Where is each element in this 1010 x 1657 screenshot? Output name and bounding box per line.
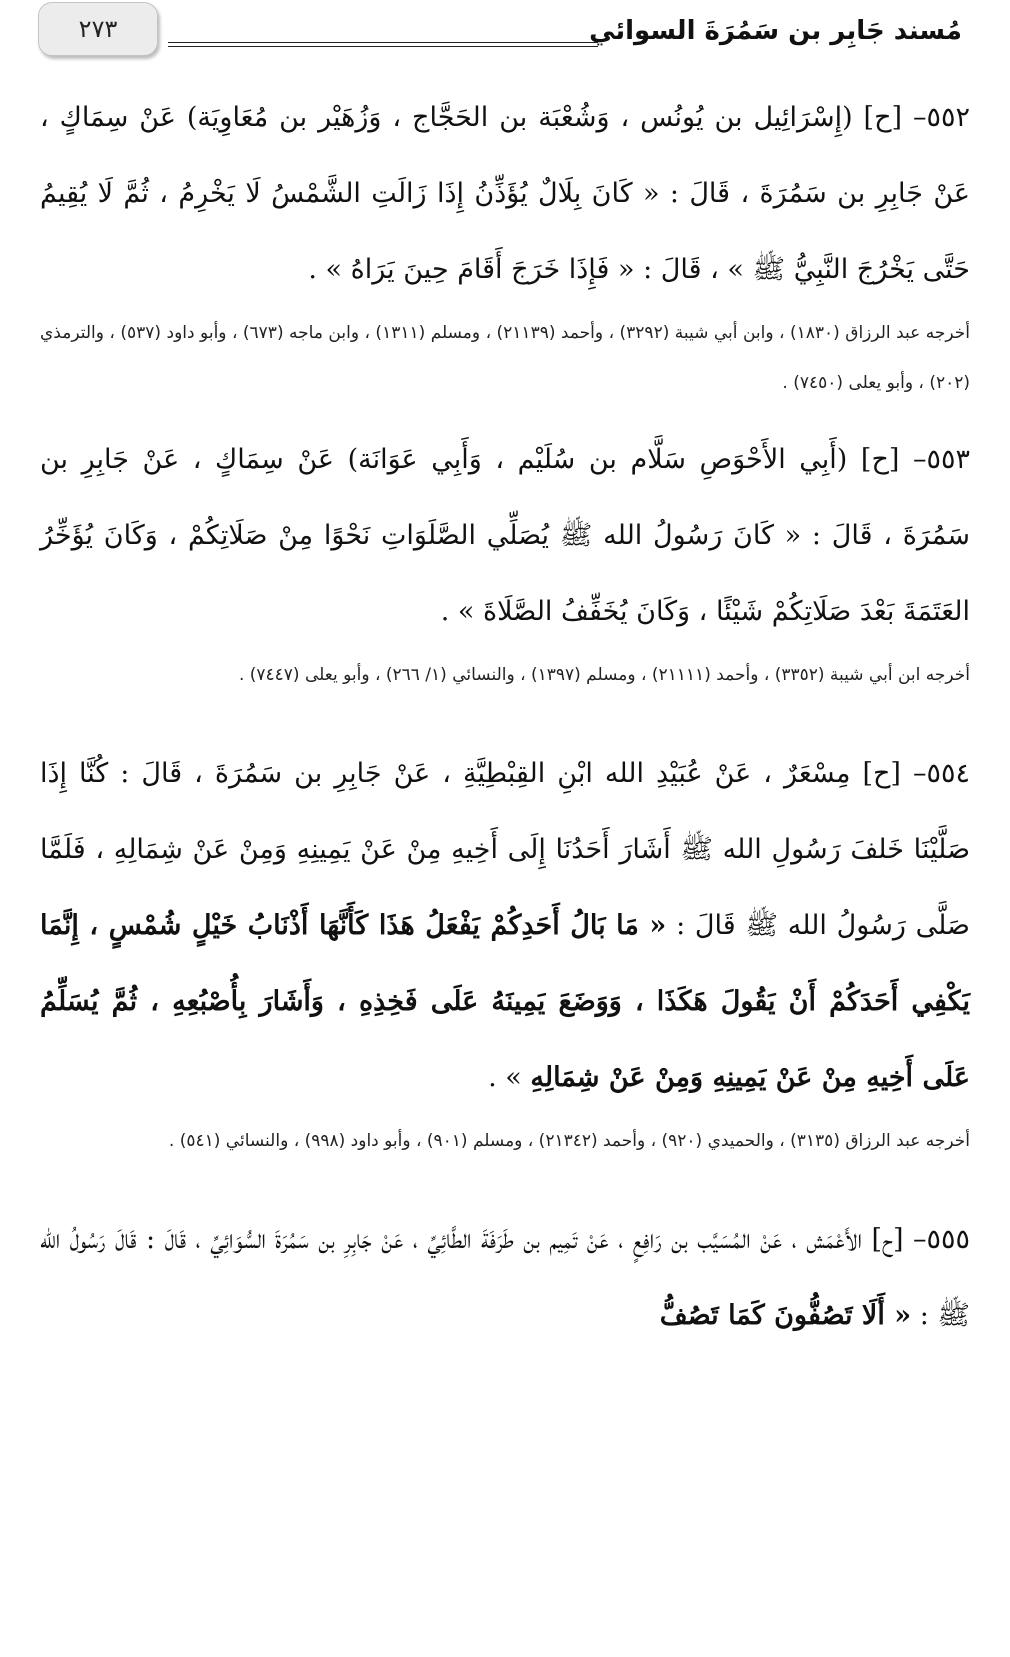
page-content <box>40 80 970 1354</box>
hadith-text: – [ح] (أَبِي الأَحْوَصِ سَلَّام بن سُلَيْم ، وَأَبِي عَوَانَة) عَنْ سِمَاكٍ ، عَنْ جَابِرِ بن سَمُرَةَ ، قَالَ : « كَانَ رَسُولُ الله ﷺ يُصَلِّي الصَّلَوَاتِ نَحْوًا مِنْ صَلَاتِكُمْ ، وَكَانَ يُؤَخِّرُ العَتَمَةَ بَعْدَ صَلَاتِكُمْ شَيْئًا ، وَكَانَ يُخَفِّفُ الصَّلَاةَ » . <box>40 444 970 627</box>
spacer <box>40 1180 970 1202</box>
hadith-number: ٥٥٣ <box>926 444 970 475</box>
hadith-quote-bold: « أَلَا تَصُفُّونَ كَمَا تَصُفُّ <box>659 1300 912 1331</box>
takhrij-554: أخرجه عبد الرزاق (٣١٣٥) ، والحميدي (٩٢٠) ، وأحمد (٢١٣٤٢) ، ومسلم (٩٠١) ، وأبو داود (٩٩٨) ، والنسائي (٥٤١) . <box>168 1131 970 1151</box>
hadith-number: ٥٥٤ <box>926 758 970 789</box>
hadith-555 <box>40 1202 970 1354</box>
hadith-number: ٥٥٥ <box>926 1224 970 1255</box>
spacer <box>40 714 970 736</box>
hadith-quote-bold: « مَا بَالُ أَحَدِكُمْ يَفْعَلُ هَذَا كَأَنَّهَا أَذْنَابُ خَيْلٍ شُمْسٍ ، إِنَّمَا يَكْفِي أَحَدَكُمْ أَنْ يَقُولَ هَكَذَا ، وَوَضَعَ يَمِينَهُ عَلَى فَخِذِهِ ، وَأَشَارَ بِأُصْبُعِهِ ، ثُمَّ يُسَلِّمُ عَلَى أَخِيهِ مِنْ عَنْ يَمِينِهِ وَمِنْ عَنْ شِمَالِهِ <box>40 910 970 1093</box>
takhrij-553: أخرجه ابن أبي شيبة (٣٣٥٢) ، وأحمد (٢١١١١) ، ومسلم (١٣٩٧) ، والنسائي (١/ ٢٦٦) ، وأبو يعلى (٧٤٤٧) . <box>238 665 970 685</box>
takhrij-552: أخرجه عبد الرزاق (١٨٣٠) ، وابن أبي شيبة (٣٢٩٢) ، وأحمد (٢١١٣٩) ، ومسلم (١٣١١) ، وابن ماجه (٦٧٣) ، وأبو داود (٥٣٧) ، والترمذي (٢٠٢) ، وأبو يعلى (٧٤٥٠) . <box>40 323 971 393</box>
hadith-text: – [ح] (إِسْرَائِيل بن يُونُس ، وَشُعْبَة بن الحَجَّاج ، وَزُهَيْر بن مُعَاوِيَة) عَنْ سِمَاكٍ ، عَنْ جَابِرِ بن سَمُرَةَ ، قَالَ : « كَانَ بِلَالٌ يُؤَذِّنُ إِذَا زَالَتِ الشَّمْسُ لَا يَخْرِمُ ، ثُمَّ لَا يُقِيمُ حَتَّى يَخْرُجَ النَّبِيُّ ﷺ » ، قَالَ : « فَإِذَا خَرَجَ أَقَامَ حِينَ يَرَاهُ » . <box>40 102 970 285</box>
hadith-554 <box>40 736 970 1116</box>
page-number: ٢٧٣ <box>38 2 158 56</box>
hadith-number: ٥٥٢ <box>926 102 970 133</box>
header-rule <box>168 42 598 47</box>
hadith-text: – [ح] الأَعْمَش ، عَنْ المُسَيَّب بن رَافِعٍ ، عَنْ تَمِيم بن طَرَفَةَ الطَّائِيِّ ، عَنْ جَابِرِ بن سَمُرَةَ السُّوَائِيِّ ، قَالَ : قَالَ رَسُولُ الله ﷺ : <box>40 1224 970 1331</box>
hadith-552 <box>40 80 970 308</box>
page-header <box>0 0 1010 70</box>
hadith-text: – [ح] مِسْعَرٌ ، عَنْ عُبَيْدِ الله ابْنِ القِبْطِيَّةِ ، عَنْ جَابِرِ بن سَمُرَةَ ، قَالَ : كُنَّا إِذَا صَلَّيْنَا خَلفَ رَسُولِ الله ﷺ أَشَارَ أَحَدُنَا إِلَى أَخِيهِ مِنْ عَنْ يَمِينِهِ وَمِنْ عَنْ شِمَالِهِ ، فَلَمَّا صَلَّى رَسُولُ الله ﷺ قَالَ : <box>40 758 970 941</box>
hadith-553 <box>40 422 970 650</box>
hadith-quote-end: » . <box>488 1062 522 1093</box>
running-title: مُسند جَابِر بن سَمُرَةَ السوائي <box>589 16 962 46</box>
